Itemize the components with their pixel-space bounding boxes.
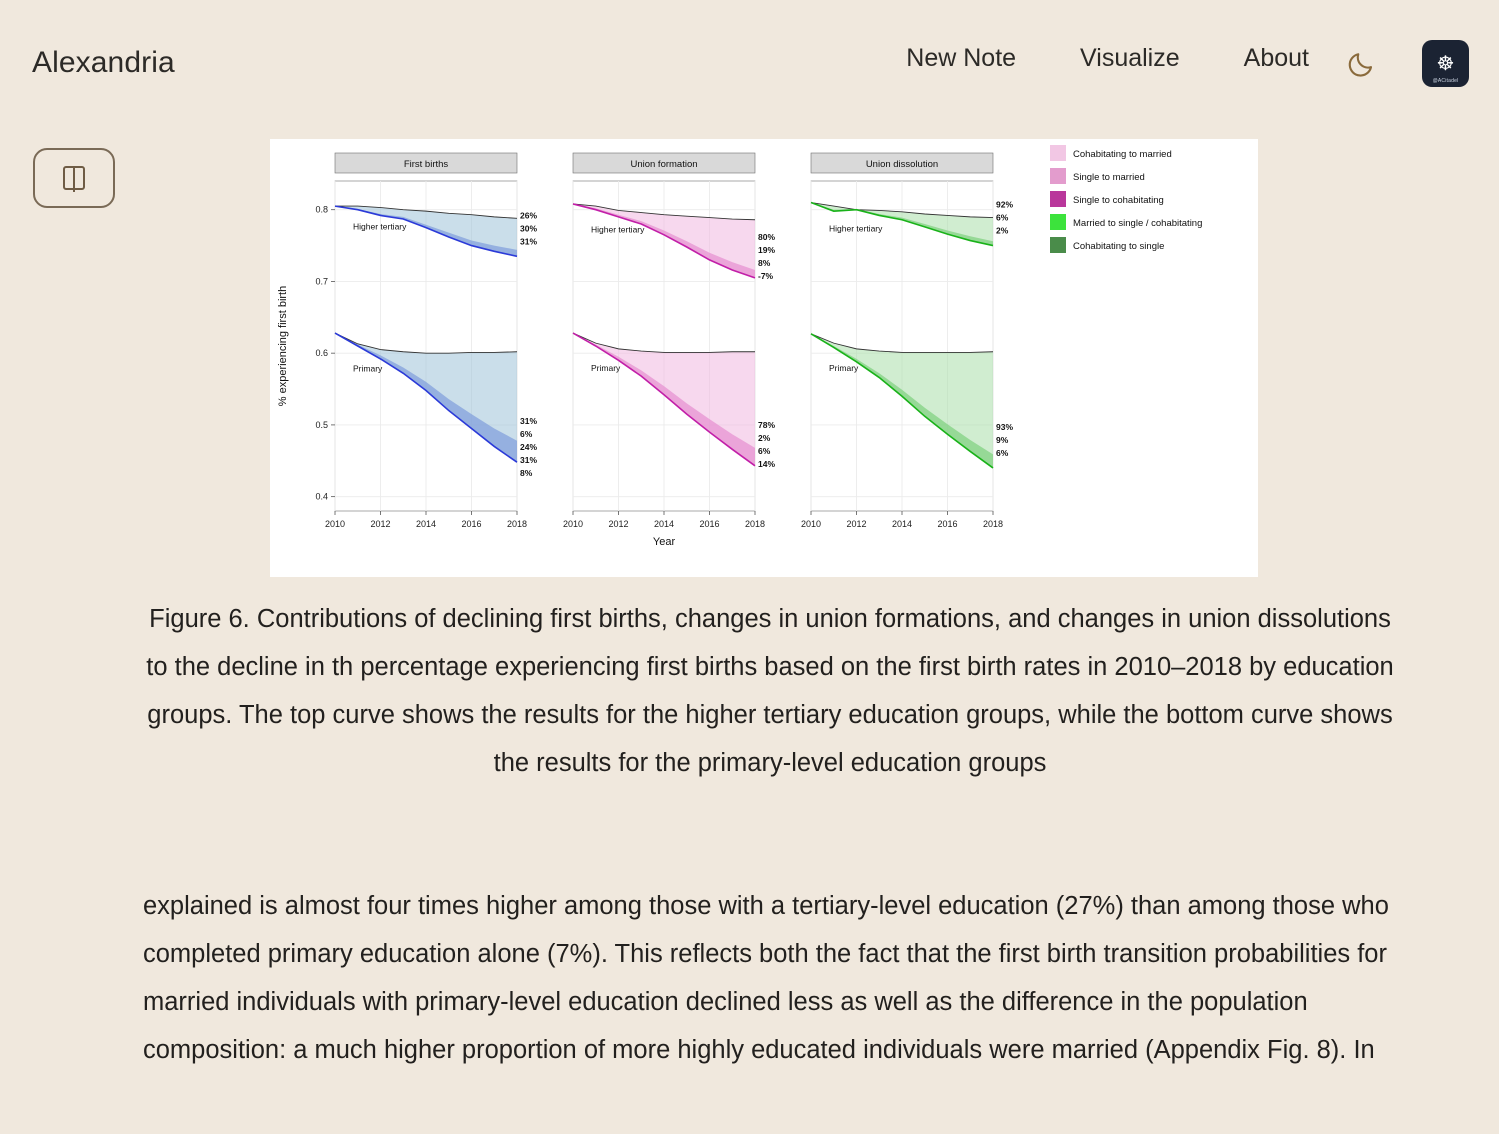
nav-about[interactable]: About: [1243, 44, 1309, 72]
svg-text:2010: 2010: [800, 519, 822, 529]
svg-text:2%: 2%: [758, 432, 771, 443]
book-icon: [61, 164, 87, 192]
svg-text:31%: 31%: [520, 416, 538, 427]
svg-text:2010: 2010: [324, 519, 346, 529]
svg-text:0.7: 0.7: [315, 276, 328, 287]
svg-text:Primary: Primary: [829, 362, 859, 373]
svg-text:26%: 26%: [520, 210, 538, 221]
svg-text:Higher tertiary: Higher tertiary: [829, 223, 883, 234]
svg-text:80%: 80%: [758, 231, 776, 242]
svg-text:Year: Year: [652, 536, 676, 548]
svg-text:6%: 6%: [520, 429, 533, 440]
svg-text:First births: First births: [403, 159, 449, 170]
svg-text:78%: 78%: [758, 419, 776, 430]
svg-text:Married to single / cohabitati: Married to single / cohabitating: [1073, 218, 1203, 229]
svg-text:2012: 2012: [608, 519, 629, 529]
svg-text:9%: 9%: [996, 434, 1009, 445]
svg-text:0.6: 0.6: [315, 348, 328, 359]
main-nav: [906, 44, 1309, 73]
svg-text:2014: 2014: [415, 519, 437, 529]
svg-text:2018: 2018: [506, 519, 528, 529]
svg-text:92%: 92%: [996, 199, 1014, 210]
svg-text:Union formation: Union formation: [630, 159, 698, 170]
svg-text:2010: 2010: [562, 519, 584, 529]
svg-text:2016: 2016: [699, 519, 720, 529]
svg-text:14%: 14%: [758, 458, 776, 469]
theme-toggle-button[interactable]: [1339, 42, 1379, 82]
svg-text:6%: 6%: [996, 212, 1009, 223]
svg-text:8%: 8%: [520, 468, 533, 479]
svg-text:Primary: Primary: [353, 363, 383, 374]
avatar-subtitle: @ACitadel: [1432, 78, 1459, 84]
svg-text:2016: 2016: [461, 519, 482, 529]
body-paragraph: explained is almost four times higher among those with a tertiary-level education (27%) than among those who completed primary education alone (7%). This reflects both the fact that the first birth transition probabilities for married individuals with primary-level education declined less as well as the difference in the population composition: a much higher proportion of more highly educated individuals were married (Appendix Fig. 8). In: [143, 892, 1389, 1064]
app-brand: Alexandria: [32, 46, 175, 79]
svg-text:31%: 31%: [520, 236, 538, 247]
svg-text:30%: 30%: [520, 223, 538, 234]
svg-text:2018: 2018: [744, 519, 766, 529]
svg-text:Higher tertiary: Higher tertiary: [353, 221, 407, 232]
chart-canvas: [270, 139, 1258, 577]
svg-text:6%: 6%: [758, 445, 771, 456]
svg-text:Single to married: Single to married: [1073, 172, 1145, 183]
svg-text:0.4: 0.4: [315, 491, 328, 502]
svg-text:Cohabitating to married: Cohabitating to married: [1073, 149, 1172, 160]
moon-icon: [1346, 49, 1372, 75]
svg-text:Higher tertiary: Higher tertiary: [591, 224, 645, 235]
avatar-glyph: ☸: [1436, 52, 1455, 75]
svg-text:2016: 2016: [937, 519, 958, 529]
svg-text:93%: 93%: [996, 421, 1014, 432]
svg-text:% experiencing first birth: % experiencing first birth: [277, 285, 289, 407]
svg-text:2014: 2014: [891, 519, 913, 529]
svg-text:2012: 2012: [846, 519, 867, 529]
svg-text:2%: 2%: [996, 225, 1009, 236]
app-header: [0, 0, 1499, 118]
figure-image: [270, 139, 1258, 577]
library-button[interactable]: [33, 148, 115, 208]
svg-text:19%: 19%: [758, 244, 776, 255]
svg-text:2012: 2012: [370, 519, 391, 529]
nav-visualize[interactable]: Visualize: [1080, 44, 1180, 72]
svg-text:6%: 6%: [996, 447, 1009, 458]
nav-new-note[interactable]: New Note: [906, 44, 1017, 72]
svg-text:2018: 2018: [982, 519, 1004, 529]
svg-text:Single to cohabitating: Single to cohabitating: [1073, 195, 1164, 206]
svg-text:Primary: Primary: [591, 362, 621, 373]
svg-text:2014: 2014: [653, 519, 675, 529]
svg-text:0.5: 0.5: [315, 419, 328, 430]
avatar[interactable]: [1422, 40, 1469, 87]
svg-text:0.8: 0.8: [315, 204, 328, 215]
svg-text:24%: 24%: [520, 442, 538, 453]
svg-text:Cohabitating to single: Cohabitating to single: [1073, 241, 1165, 252]
svg-text:8%: 8%: [758, 257, 771, 268]
svg-text:Union dissolution: Union dissolution: [865, 159, 939, 170]
figure-caption: Figure 6. Contributions of declining first births, changes in union formations, and changes in union dissolutions to the decline in th percentage experiencing first births based on the first birth rates in 2010–2018 by education groups. The top curve shows the results for the higher tertiary education groups, while the bottom curve shows the results for the primary-level education groups: [146, 605, 1394, 777]
svg-text:31%: 31%: [520, 455, 538, 466]
svg-text:-7%: -7%: [758, 270, 774, 281]
